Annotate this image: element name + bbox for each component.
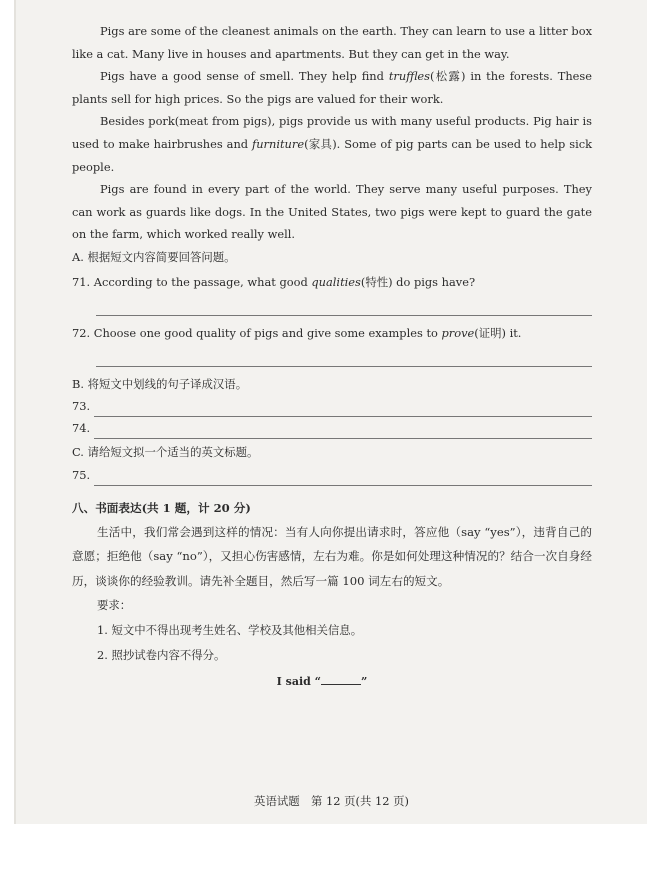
answer-line-72[interactable] [96,344,592,367]
answer-line-71[interactable] [96,293,592,316]
italic-word: truffles [388,69,431,84]
passage-paragraph-4: Pigs are found in every part of the world. They serve many useful purposes. They can work as guards like dogs. In the United States, two pigs were kept to guard the gate on the farm, which worked really well. [72,182,592,242]
question-text: 71. According to the passage, what good [72,274,312,289]
paragraph-text: Pigs have a good sense of smell. They help find [100,69,389,84]
question-text: (证明) it. [474,325,522,340]
question-number: 75. [72,467,91,482]
writing-title [52,668,592,696]
question-text: (特性) do pigs have? [360,274,476,289]
writing-prompt: 生活中，我们常会遇到这样的情况：当有人向你提出请求时，答应他（say “yes”），违背自己的意愿；拒绝他（say “no”），又担心伤害感情，左右为难。你是如何处理这种情况的？结合一次自身经历，谈谈你的经验教训。请先补全题目，然后写一篇 100 词左右的短文。 [72,524,592,588]
question-number: 74. [72,421,91,436]
writing-heading: 八、书面表达(共 1 题，计 20 分) [72,500,251,515]
requirement-1: 1. 短文中不得出现考生姓名、学校及其他相关信息。 [97,623,363,638]
passage-paragraph-3 [72,110,592,178]
title-blank[interactable] [321,673,361,685]
italic-word: qualities [311,274,361,289]
requirement-2: 2. 照抄试卷内容不得分。 [97,648,226,663]
paragraph-text: Besides pork(meat from pigs), pigs provide us with many useful products. Pig hair is used to make hairbrushes and [72,114,592,151]
answer-line-75[interactable] [94,468,592,486]
answer-row-74 [72,417,592,439]
question-71 [72,271,592,293]
passage-paragraph-2 [72,65,592,110]
italic-word: prove [441,325,475,340]
question-72 [72,322,592,344]
answer-line-74[interactable] [94,421,592,439]
section-b-title: B. 将短文中划线的句子译成汉语。 [72,376,248,391]
answer-row-75 [72,464,592,486]
question-text: 72. Choose one good quality of pigs and give some examples to [72,325,442,340]
italic-word: furniture [252,136,305,151]
paragraph-text: (家具). Some of pig parts can be used to help sick people. [72,136,592,174]
page-content [72,20,592,696]
answer-row-73 [72,395,592,417]
exam-page [14,0,647,824]
title-prefix: I said “ [276,675,321,689]
page-footer: 英语试题 第 12 页(共 12 页) [254,794,409,808]
section-c-title: C. 请给短文拟一个适当的英文标题。 [72,445,259,460]
requirements-label: 要求： [97,598,132,613]
title-suffix: ” [361,675,368,689]
paragraph-text: (松露) in the forests. These plants sell for high prices. So the pigs are valued for their work. [72,69,592,106]
passage-paragraph-1: Pigs are some of the cleanest animals on the earth. They can learn to use a litter box like a cat. Many live in houses and apartments. But they can get in the way. [72,24,592,61]
answer-line-73[interactable] [94,399,592,417]
question-number: 73. [72,399,91,414]
section-a-title: A. 根据短文内容简要回答问题。 [72,249,236,264]
